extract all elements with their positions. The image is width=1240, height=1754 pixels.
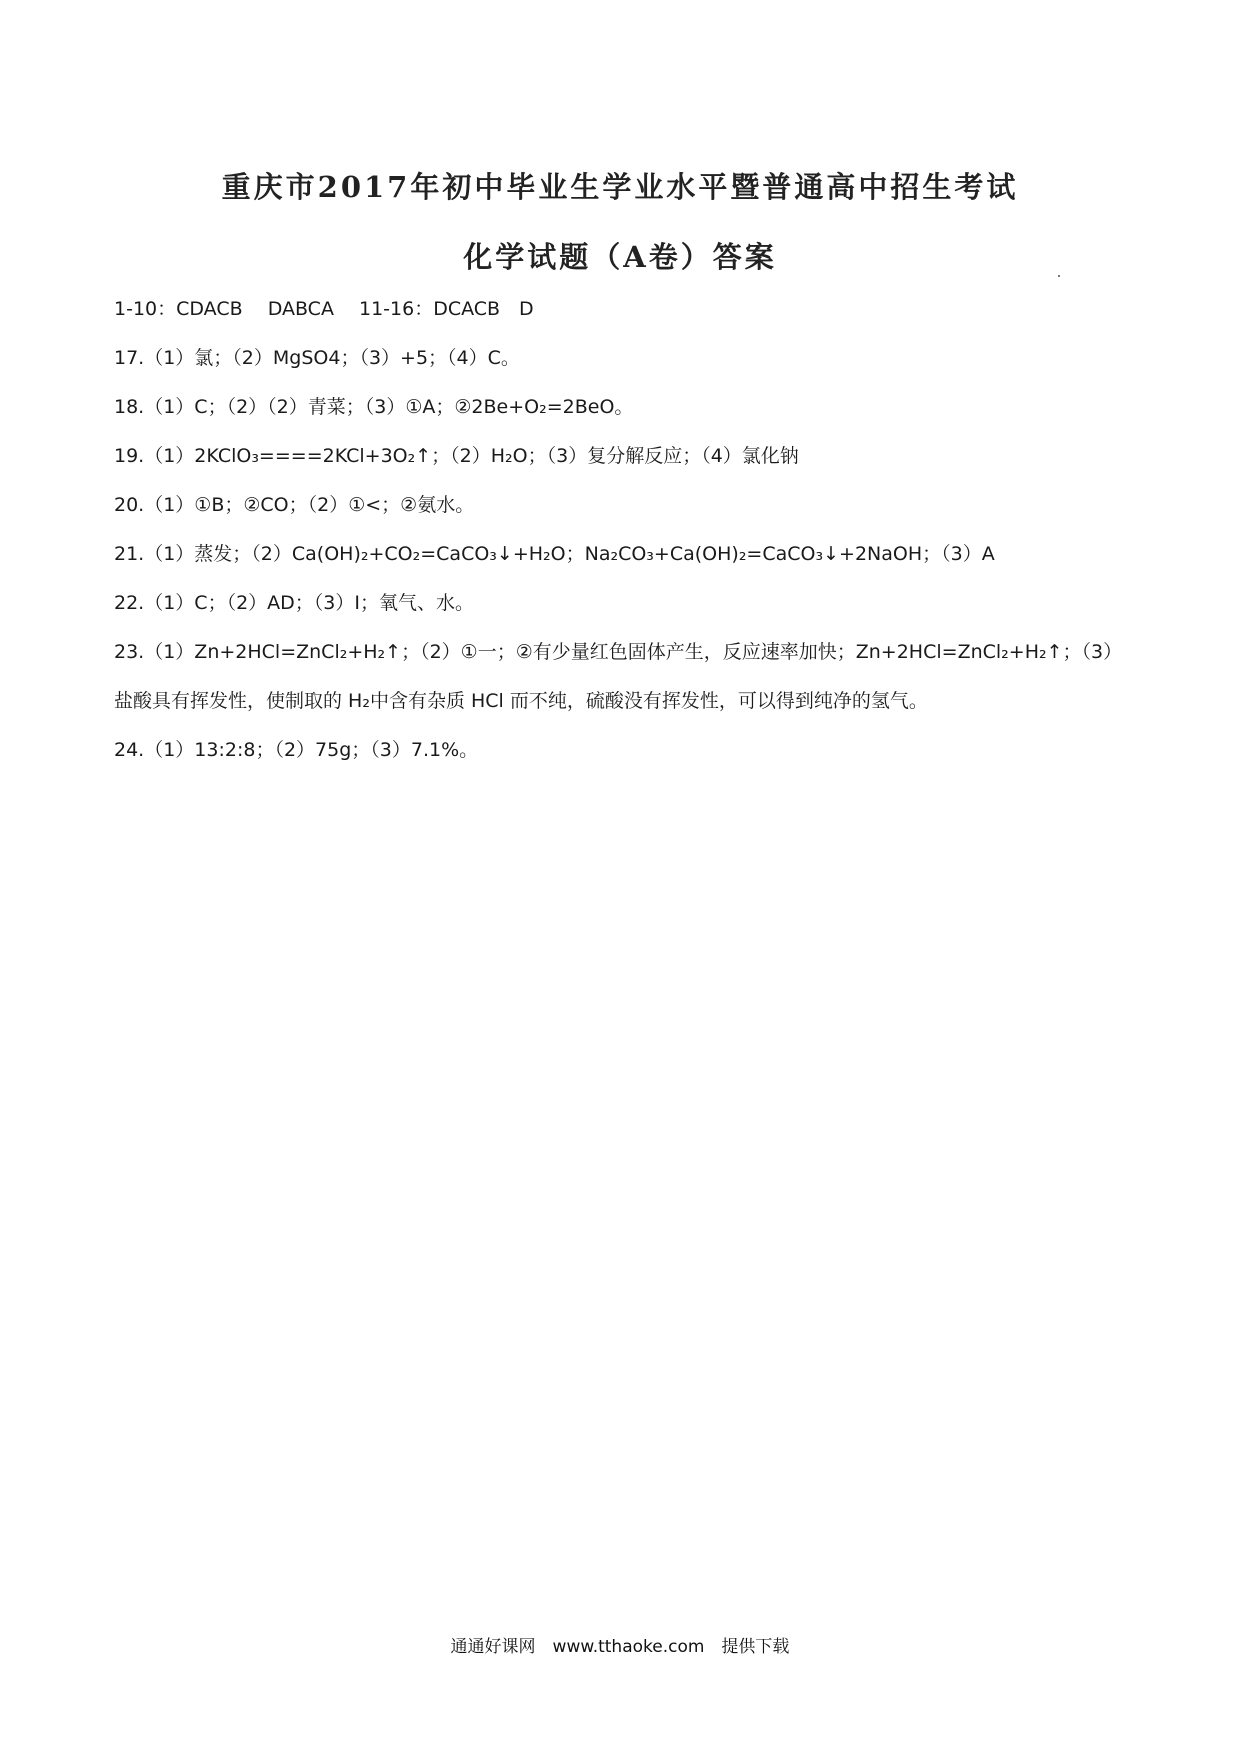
answer-list bbox=[114, 285, 1124, 775]
answer-line-20: 20.（1）①B；②CO；（2）①<；②氨水。 bbox=[114, 494, 475, 516]
scan-speck bbox=[1058, 275, 1060, 277]
answer-line-24: 24.（1）13:2:8；（2）75g；（3）7.1%。 bbox=[114, 739, 479, 761]
answer-line-17: 17.（1）氯；（2）MgSO4；（3）+5；（4）C。 bbox=[114, 347, 520, 369]
answer-line-19: 19.（1）2KClO₃====2KCl+3O₂↑；（2）H₂O；（3）复分解反应；（4）氯化钠 bbox=[114, 445, 799, 467]
document-subtitle: 化学试题（A卷）答案 bbox=[463, 240, 777, 274]
answer-line-21: 21.（1）蒸发；（2）Ca(OH)₂+CO₂=CaCO₃↓+H₂O；Na₂CO₃+Ca(OH)₂=CaCO₃↓+2NaOH；（3）A bbox=[114, 543, 995, 565]
answer-line-18: 18.（1）C；（2）（2）青菜；（3）①A；②2Be+O₂=2BeO。 bbox=[114, 396, 634, 418]
page-footer: 通通好课网 www.tthaoke.com 提供下载 bbox=[450, 1637, 790, 1657]
answer-line-22: 22.（1）C；（2）AD；（3）I；氧气、水。 bbox=[114, 592, 474, 614]
document-title: 重庆市2017年初中毕业生学业水平暨普通高中招生考试 bbox=[221, 170, 1019, 204]
answer-line-23: 23.（1）Zn+2HCl=ZnCl₂+H₂↑；（2）①一；②有少量红色固体产生，反应速率加快；Zn+2HCl=ZnCl₂+H₂↑；（3） bbox=[114, 641, 1123, 663]
answer-line-23-continued: 盐酸具有挥发性，使制取的 H₂中含有杂质 HCl 而不纯，硫酸没有挥发性，可以得到纯净的氢气。 bbox=[114, 690, 928, 712]
answer-line-choice: 1-10：CDACB DABCA 11-16：DCACB D bbox=[114, 298, 534, 320]
